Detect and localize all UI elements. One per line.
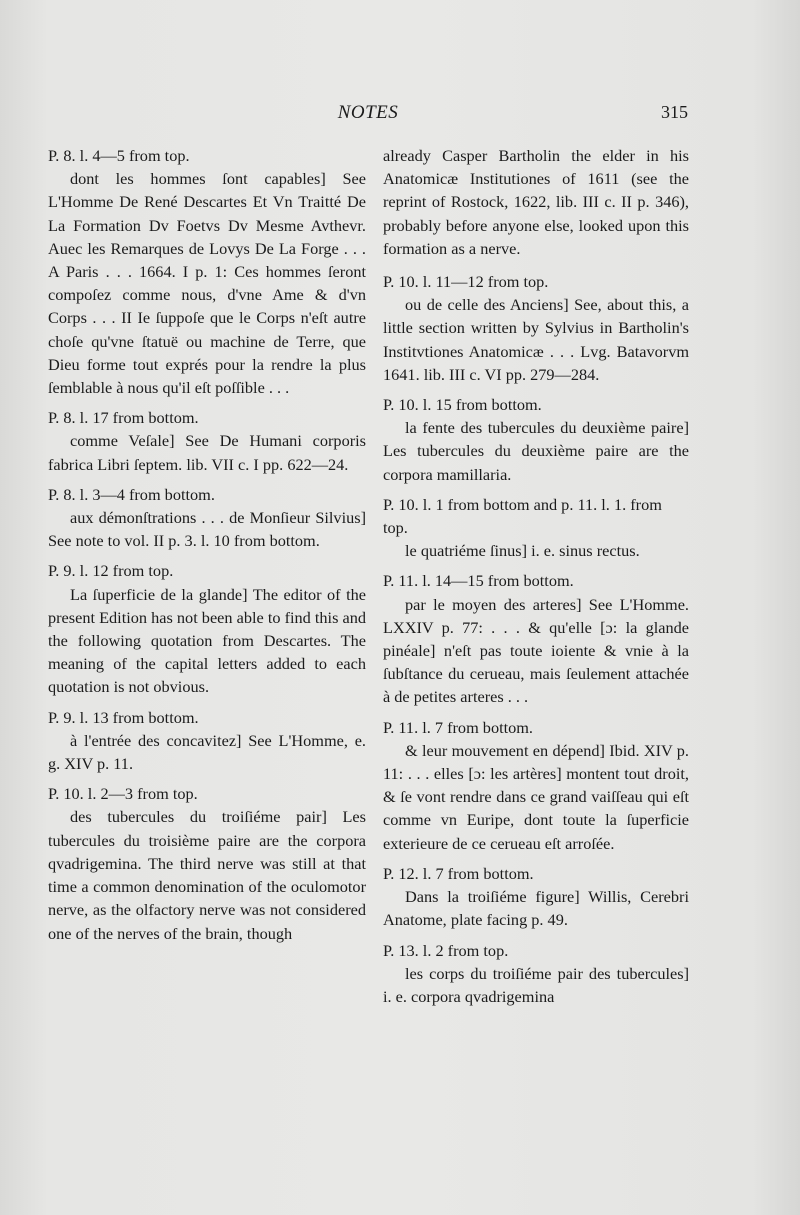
note-text: aux démonſtrations . . . de Monſieur Silvius] See note to vol. II p. 3. l. 10 from bottom.	[48, 508, 366, 551]
right-column	[383, 144, 689, 1015]
note-text: à l'entrée des concavitez] See L'Homme, e. g. XIV p. 11.	[48, 730, 366, 774]
note	[48, 706, 366, 776]
note	[383, 716, 689, 855]
note-text: dont les hommes ſont capables] See L'Homme De René Descartes Et Vn Traitté De La Formation Dv Foetvs Dv Mesme Avthevr. Auec les Remarques de Lovys De La Forge . . . A Paris . . . 1664. I p. 1: Ces hommes ſeront compoſez comme nous, d'vne Ame & d'vn Corps . . . II Ie ſuppoſe que le Corps n'eſt autre choſe qu'vne ſtatuë ou machine de Terre, que Dieu forme tout exprés pour la rendre la plus ſemblable à nous qu'il eſt poſſible . . .	[48, 169, 366, 398]
note-text: ou de celle des Anciens] See, about this, a little section written by Sylvius in Bartholin's Institvtiones Anatomicæ . . . Lvg. Batavorvm 1641. lib. III c. VI pp. 279—284.	[383, 295, 689, 384]
note	[383, 493, 689, 563]
note-reference: P. 12. l. 7 from bottom.	[383, 863, 534, 883]
note	[48, 782, 366, 944]
note	[383, 270, 689, 386]
note	[48, 559, 366, 698]
note	[48, 483, 366, 553]
note-reference: P. 8. l. 17 from bottom.	[48, 408, 199, 428]
note-text: par le moyen des arteres] See L'Homme. LXXIV p. 77: . . . & qu'elle [ɔ: la glande pinéale] n'eſt pas toute ioiente & vnie à la ſubſtance du cerueau, mais ſeulement attachée à de petites arteres . . .	[383, 594, 689, 707]
note-continuation: already Casper Bartholin the elder in his Anatomicæ Institutiones of 1611 (see the reprint of Rostock, 1622, lib. III c. II p. 346), probably before anyone else, looked upon this formation as a nerve.	[383, 146, 689, 258]
note	[383, 393, 689, 486]
note	[383, 862, 689, 932]
note-reference: P. 13. l. 2 from top.	[383, 940, 509, 960]
note-text: le quatriéme ſinus] i. e. sinus rectus.	[405, 541, 640, 561]
running-title: NOTES	[337, 102, 399, 123]
note-reference: P. 10. l. 2—3 from top.	[48, 784, 198, 804]
note-text: Dans la troiſiéme figure] Willis, Cerebri Anatome, plate facing p. 49.	[383, 887, 689, 930]
note-reference: P. 10. l. 11—12 from top.	[383, 272, 549, 292]
note	[48, 144, 366, 399]
note-text: des tubercules du troiſiéme pair] Les tubercules du troisième paire are the corpora qvadrigemina. The third nerve was still at that time a common denomination of the oculomotor nerve, as the olfactory nerve was not considered one of the nerves of the brain, though	[48, 807, 366, 943]
note-reference: P. 10. l. 15 from bottom.	[383, 395, 542, 415]
note-text: la fente des tubercules du deuxième paire] Les tubercules du deuxième paire are the corpora mamillaria.	[383, 418, 689, 484]
note-reference: P. 11. l. 14—15 from bottom.	[383, 571, 574, 591]
note-reference: P. 8. l. 4—5 from top.	[48, 146, 190, 165]
page-header	[48, 102, 688, 132]
note-text: comme Veſale] See De Humani corporis fabrica Libri ſeptem. lib. VII c. I pp. 622—24.	[48, 431, 366, 474]
note-reference: P. 9. l. 12 from top.	[48, 561, 174, 581]
left-column	[48, 144, 366, 952]
note-reference: P. 9. l. 13 from bottom.	[48, 707, 199, 727]
note	[48, 406, 366, 476]
note	[383, 939, 689, 1009]
page-number: 315	[661, 102, 688, 122]
note-reference: P. 8. l. 3—4 from bottom.	[48, 484, 215, 504]
note	[383, 569, 689, 708]
note-text: La ſuperficie de la glande] The editor of the present Edition has not been able to find this and the following quotation from Descartes. The meaning of the capital letters added to each quotation is not obvious.	[48, 584, 366, 697]
note-text: les corps du troiſiéme pair des tubercules] i. e. corpora qvadrigemina	[383, 963, 689, 1006]
note-reference: P. 10. l. 1 from bottom and p. 11. l. 1. from top.	[383, 494, 662, 538]
note-text: & leur mouvement en dépend] Ibid. XIV p. 11: . . . elles [ɔ: les artères] montent tout droit, & ſe vont rendre dans ce grand vaiſſeau qui eſt comme vn Euripe, dont toute la ſuperficie exterieure de ce cerueau eſt arroſée.	[383, 740, 689, 853]
note-reference: P. 11. l. 7 from bottom.	[383, 717, 534, 737]
